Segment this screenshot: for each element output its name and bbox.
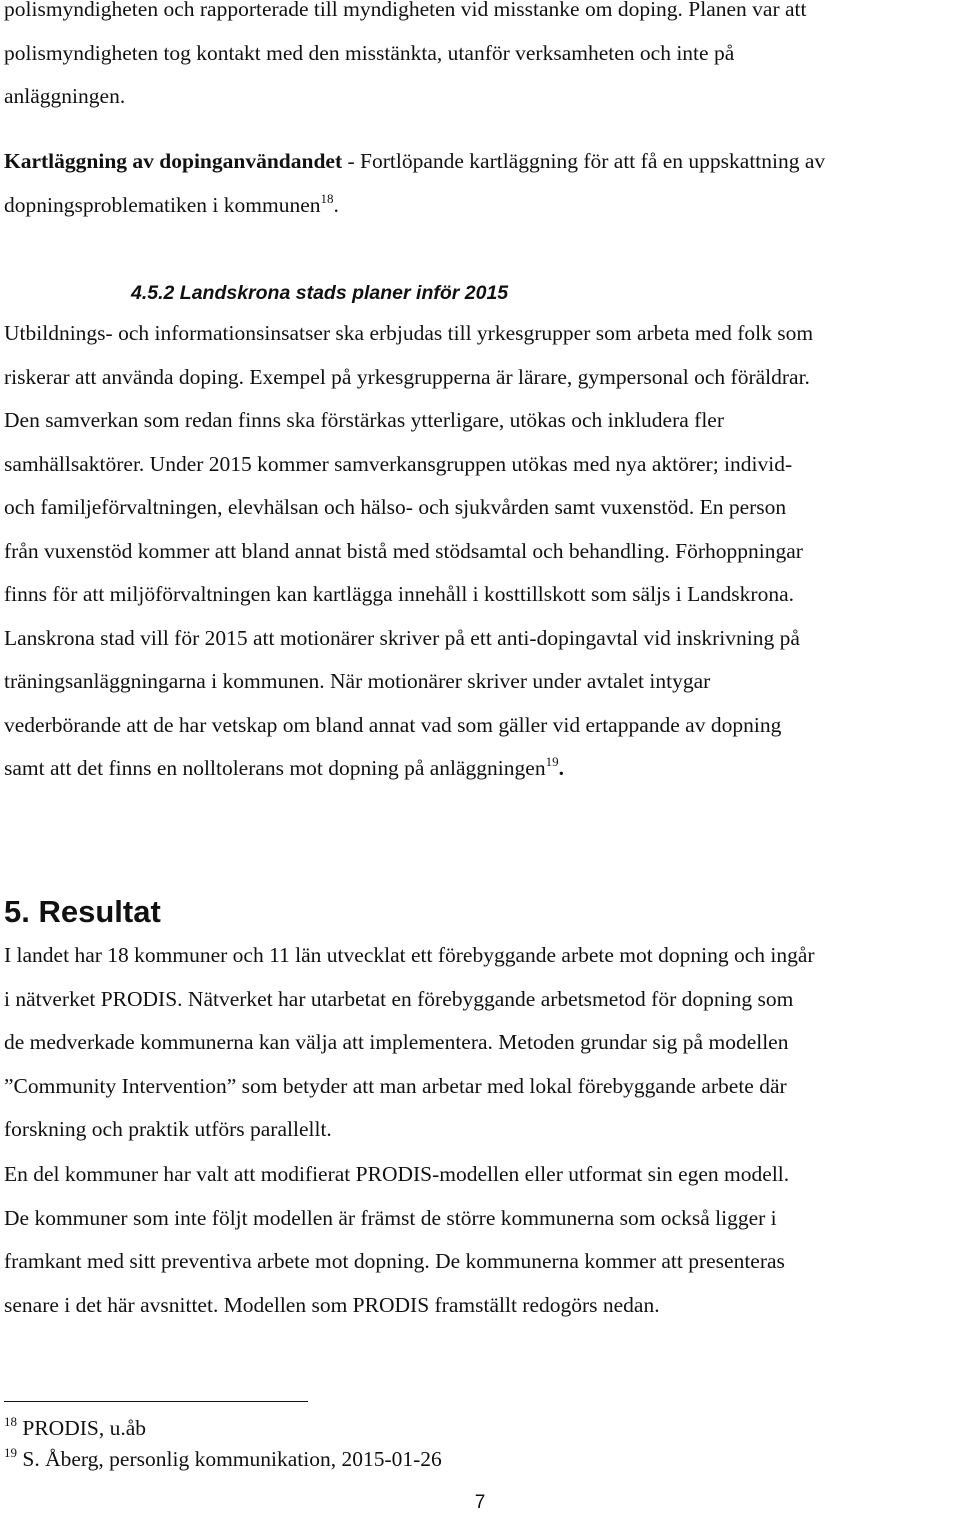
footnotes xyxy=(4,1413,442,1475)
text-line: vederbörande att de har vetskap om bland annat vad som gäller vid ertappande av dopning xyxy=(4,712,782,737)
text-line xyxy=(4,184,956,228)
footnote-separator xyxy=(4,1401,308,1402)
mapping-bold-lead: Kartläggning av dopinganvändandet xyxy=(4,149,343,173)
text-line: De kommuner som inte följt modellen är främst de större kommunerna som också ligger i xyxy=(4,1205,777,1230)
text-line: senare i det här avsnittet. Modellen som PRODIS framställt redogörs nedan. xyxy=(4,1292,660,1317)
text-line: Den samverkan som redan finns ska förstärkas ytterligare, utökas och inkludera fler xyxy=(4,408,725,432)
text-line: från vuxenstöd kommer att bland annat bistå med stödsamtal och behandling. Förhoppningar xyxy=(4,538,803,563)
footnote-number: 19 xyxy=(4,1445,17,1460)
text-line: I landet har 18 kommuner och 11 län utvecklat ett förebyggande arbete mot dopning och ingår xyxy=(4,943,815,967)
text-line: En del kommuner har valt att modifierat PRODIS-modellen eller utformat sin egen modell. xyxy=(4,1162,790,1186)
footnote-text: S. Åberg, personlig kommunikation, 2015-01-26 xyxy=(17,1447,442,1471)
text-line: anläggningen. xyxy=(4,84,126,108)
section-452-heading: 4.5.2 Landskrona stads planer inför 2015 xyxy=(131,282,509,304)
text-line: ”Community Intervention” som betyder att man arbetar med lokal förebyggande arbete där xyxy=(4,1073,787,1098)
intro-paragraph xyxy=(4,0,956,119)
text-line: riskerar att använda doping. Exempel på yrkesgrupperna är lärare, gympersonal och föräldrar. xyxy=(4,364,810,389)
text-line: träningsanläggningarna i kommunen. När motionärer skriver under avtalet intygar xyxy=(4,669,711,693)
section-452-last-line: samt att det finns en nolltolerans mot dopning på anläggningen xyxy=(4,756,546,780)
footnote-text: PRODIS, u.åb xyxy=(17,1416,147,1440)
footnote-19 xyxy=(4,1444,442,1475)
page-number: 7 xyxy=(474,1492,486,1513)
mapping-line2: dopningsproblematiken i kommunen xyxy=(4,192,321,217)
footnote-number: 18 xyxy=(4,1414,17,1429)
text-line: Utbildnings- och informationsinsatser ska erbjudas till yrkesgrupper som arbeta med folk som xyxy=(4,321,814,345)
mapping-line2-end: . xyxy=(333,192,339,217)
section-452-last-end: . xyxy=(558,756,564,780)
section-5-heading: 5. Resultat xyxy=(4,894,161,929)
mapping-line1-rest: - Fortlöpande kartläggning för att få en uppskattning av xyxy=(342,149,826,173)
text-line xyxy=(4,140,956,184)
text-line: de medverkade kommunerna kan välja att implementera. Metoden grundar sig på modellen xyxy=(4,1030,789,1054)
footnote-18 xyxy=(4,1413,442,1444)
text-line xyxy=(4,747,956,791)
footnote-ref-18: 18 xyxy=(320,190,334,206)
footnote-ref-19: 19 xyxy=(545,754,559,769)
section-5-paragraph-2 xyxy=(4,1153,956,1327)
section-452-paragraph xyxy=(4,312,956,791)
text-line: framkant med sitt preventiva arbete mot dopning. De kommunerna kommer att presenteras xyxy=(4,1249,785,1273)
text-line: forskning och praktik utförs parallellt. xyxy=(4,1117,332,1141)
text-line: polismyndigheten tog kontakt med den misstänkta, utanför verksamheten och inte på xyxy=(4,40,735,65)
text-line: och familjeförvaltningen, elevhälsan och hälso- och sjukvården samt vuxenstöd. En person xyxy=(4,495,787,519)
text-line: samhällsaktörer. Under 2015 kommer samverkansgruppen utökas med nya aktörer; individ- xyxy=(4,451,793,476)
text-line: Lanskrona stad vill för 2015 att motionärer skriver på ett anti-dopingavtal vid inskrivning på xyxy=(4,625,800,650)
mapping-paragraph xyxy=(4,140,956,227)
text-line: polismyndigheten och rapporterade till myndigheten vid misstanke om doping. Planen var att xyxy=(4,0,807,21)
text-line: finns för att miljöförvaltningen kan kartlägga innehåll i kosttillskott som säljs i Landskrona. xyxy=(4,582,794,606)
text-line: i nätverket PRODIS. Nätverket har utarbetat en förebyggande arbetsmetod för dopning som xyxy=(4,986,794,1011)
section-5-paragraph-1 xyxy=(4,934,956,1152)
